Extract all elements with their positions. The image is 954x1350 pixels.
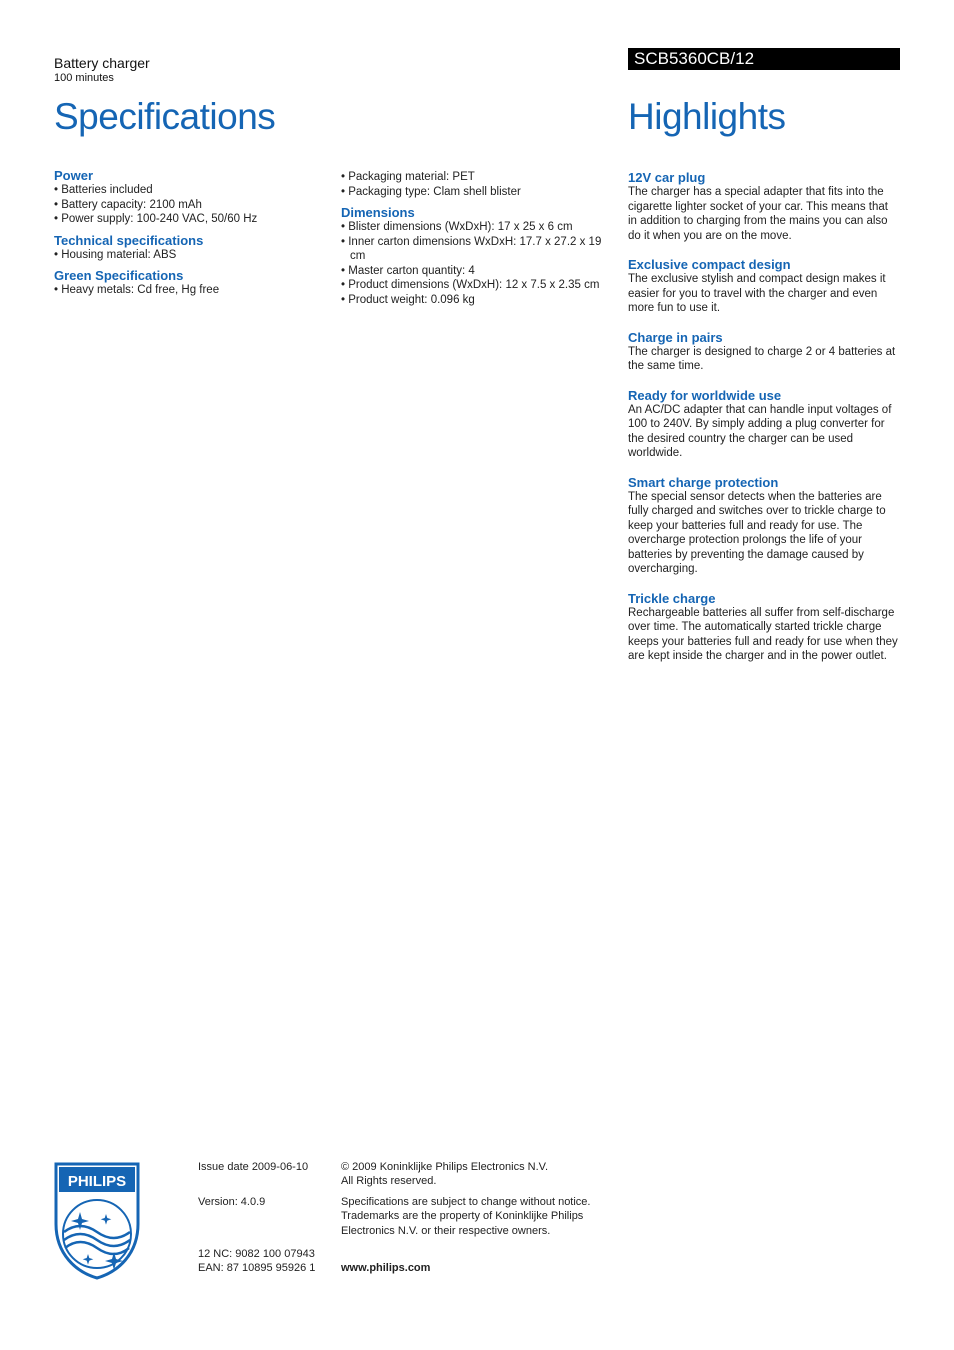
spec-group-title: Green Specifications [54, 268, 184, 283]
highlight-title: 12V car plug [628, 170, 706, 185]
website-link[interactable]: www.philips.com [341, 1262, 431, 1274]
highlight-text: An AC/DC adapter that can handle input voltages of 100 to 240V. By simply adding a plug converter for the desired country the charger can be used worldwide. [628, 403, 892, 459]
copyright [341, 1160, 601, 1189]
spec-notice-line: Trademarks are the property of Koninklijke Philips [341, 1210, 584, 1223]
specs-column-2 [341, 170, 616, 313]
highlight-title: Ready for worldwide use [628, 387, 782, 403]
specs-column-1 [54, 168, 324, 304]
spec-group-green [54, 268, 324, 298]
spec-group-title: Technical specifications [54, 232, 204, 248]
philips-logo [54, 1162, 140, 1280]
spec-item: • Packaging material: PET [341, 170, 616, 185]
nc-code: 12 NC: 9082 100 07943 [198, 1248, 315, 1260]
spec-group-technical [54, 233, 324, 263]
spec-item: • Housing material: ABS [54, 248, 324, 263]
spec-notice-line: Electronics N.V. or their respective owners. [341, 1224, 551, 1237]
model-number-bar [628, 48, 900, 70]
product-codes [198, 1247, 315, 1276]
spec-group-title: Power [54, 168, 94, 183]
spec-item: • Blister dimensions (WxDxH): 17 x 25 x 6 cm [341, 220, 616, 235]
issue-date: Issue date 2009-06-10 [198, 1161, 309, 1173]
spec-item: • Product dimensions (WxDxH): 12 x 7.5 x 2.35 cm [341, 278, 616, 293]
highlight-item [628, 475, 900, 577]
ean-code: EAN: 87 10895 95926 1 [198, 1262, 316, 1275]
specifications-heading: Specifications [54, 96, 276, 137]
spec-group-title: Dimensions [341, 205, 415, 220]
spec-item: • Master carton quantity: 4 [341, 264, 616, 279]
copyright-line: © 2009 Koninklijke Philips Electronics N.V. [341, 1161, 549, 1173]
spec-item: • Batteries included [54, 183, 324, 198]
spec-item: • Power supply: 100-240 VAC, 50/60 Hz [54, 212, 324, 227]
highlight-text: The charger is designed to charge 2 or 4 batteries at the same time. [628, 345, 896, 372]
spec-item: • Heavy metals: Cd free, Hg free [54, 283, 324, 298]
spec-item: • Packaging type: Clam shell blister [341, 185, 616, 200]
philips-logo-text: PHILIPS [67, 1173, 127, 1190]
spec-item: • Battery capacity: 2100 mAh [54, 198, 324, 213]
highlight-title: Charge in pairs [628, 329, 723, 345]
highlight-item [628, 591, 900, 664]
highlight-item [628, 257, 900, 316]
version: Version: 4.0.9 [198, 1196, 266, 1208]
highlight-item [628, 170, 900, 243]
spec-notice [341, 1195, 601, 1238]
highlight-item [628, 388, 900, 461]
spec-item: • Product weight: 0.096 kg [341, 293, 616, 308]
copyright-line: All Rights reserved. [341, 1175, 437, 1188]
highlight-text: The charger has a special adapter that fits into the cigarette lighter socket of your car. This means that in addition to charging from the mains you can also do it when you are on the move. [628, 186, 888, 242]
highlight-text: Rechargeable batteries all suffer from self-discharge over time. The automatically started trickle charge keeps your batteries full and ready for use when they are kept inside the charger and in the power outlet. [628, 606, 898, 662]
highlight-title: Exclusive compact design [628, 257, 791, 272]
spec-group-packaging [341, 170, 616, 199]
product-title: Battery charger [54, 55, 150, 71]
highlight-text: The special sensor detects when the batteries are fully charged and switches over to trickle charge to keep your batteries full and ready for use. The overcharge protection prolongs the life of your batteries by preventing the damage caused by overcharging. [628, 490, 886, 575]
spec-notice-line: Specifications are subject to change without notice. [341, 1196, 591, 1208]
highlight-title: Smart charge protection [628, 474, 779, 490]
highlight-text: The exclusive stylish and compact design makes it easier for you to travel with the charger and even more fun to use it. [628, 273, 886, 314]
highlight-item [628, 330, 900, 374]
spec-group-power [54, 168, 324, 227]
spec-item: • Inner carton dimensions WxDxH: 17.7 x 27.2 x 19 cm [341, 235, 616, 264]
highlight-title: Trickle charge [628, 590, 716, 606]
product-subtitle: 100 minutes [54, 72, 114, 84]
spec-group-dimensions [341, 205, 616, 307]
highlights-column [628, 170, 900, 678]
highlights-heading: Highlights [628, 96, 786, 137]
model-number: SCB5360CB/12 [634, 49, 755, 68]
